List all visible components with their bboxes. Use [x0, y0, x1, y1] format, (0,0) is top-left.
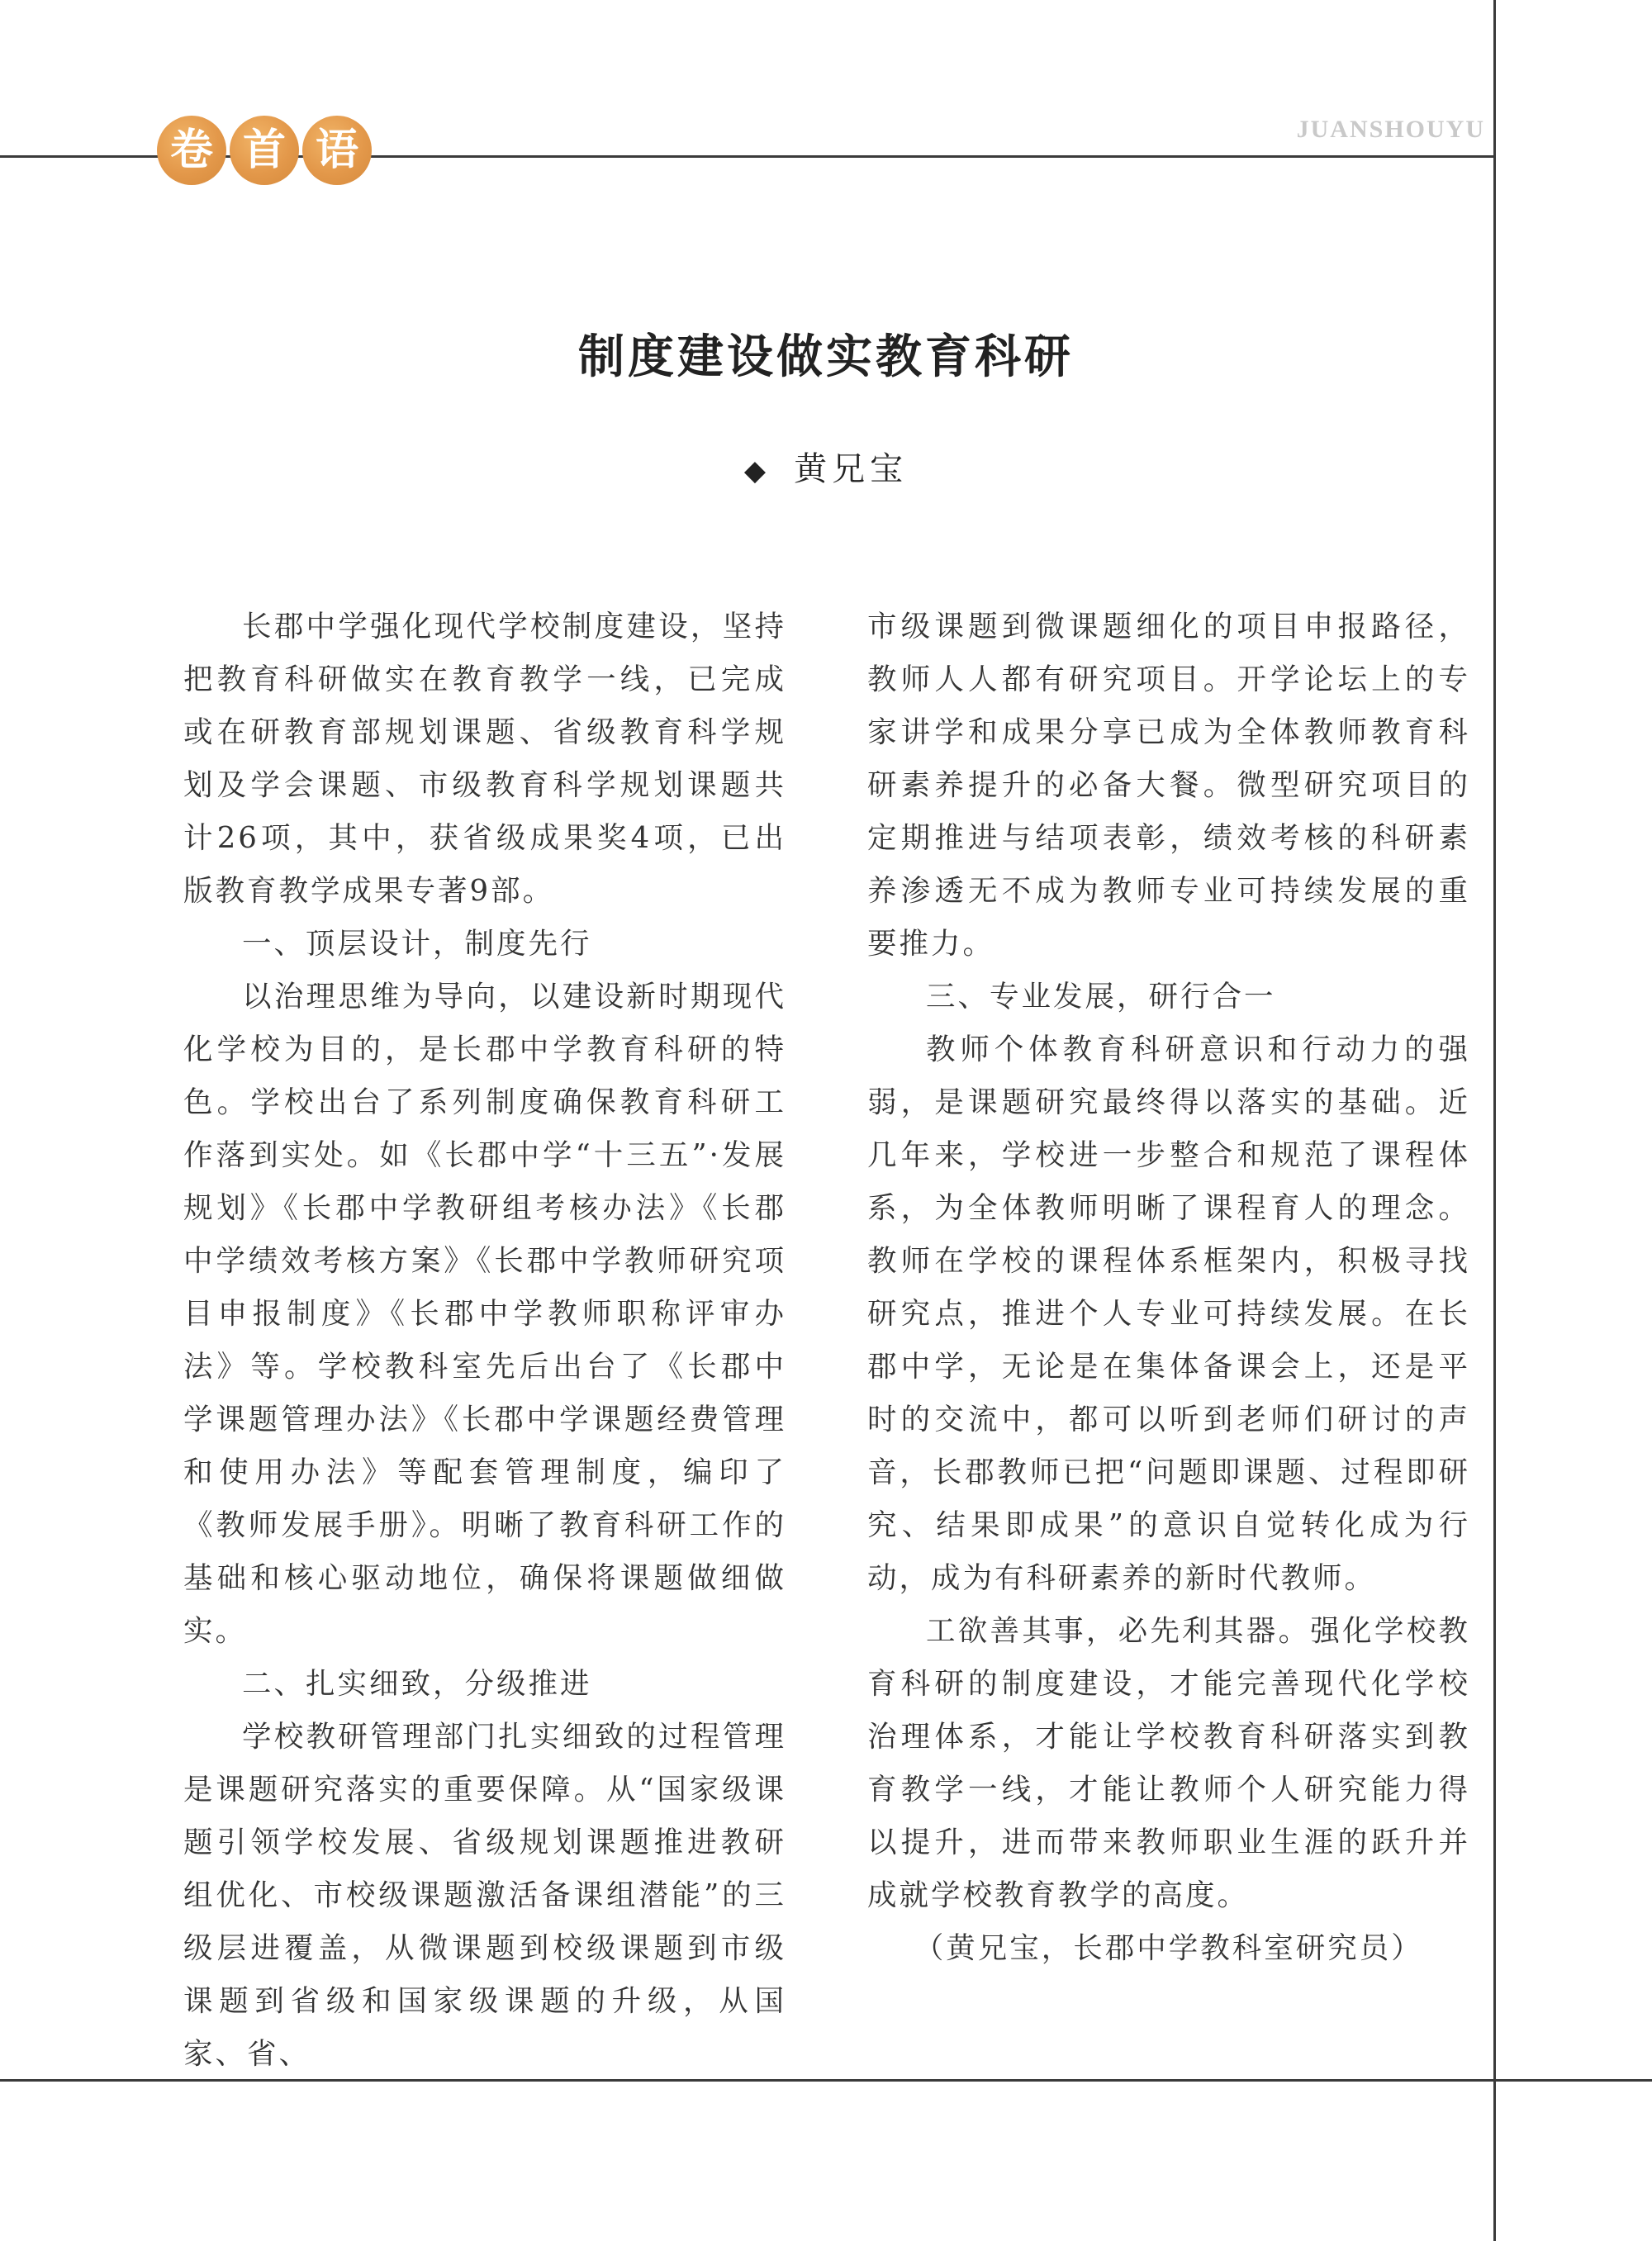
paragraph: 教师个体教育科研意识和行动力的强弱，是课题研究最终得以落实的基础。近几年来，学校进一步整合和规范了课程体系，为全体教师明晰了课程育人的理念。教师在学校的课程体系框架内，积极寻找研究点，推进个人专业可持续发展。在长郡中学，无论是在集体备课会上，还是平时的交流中，都可以听到老师们研讨的声音，长郡教师已把“问题即课题、过程即研究、结果即成果”的意识自觉转化成为行动，成为有科研素养的新时代教师。 — [867, 1033, 1470, 1595]
section-badge-char: 语 — [302, 116, 372, 185]
section-heading: 二、扎实细致，分级推进 — [242, 1667, 592, 1701]
section-badge-char: 首 — [230, 116, 299, 185]
section-heading: 一、顶层设计，制度先行 — [242, 927, 592, 961]
author-line — [0, 443, 1652, 490]
paragraph-continued: 市级课题到微课题细化的项目申报路径，教师人人都有研究项目。开学论坛上的专家讲学和成果分享已成为全体教师教育科研素养提升的必备大餐。微型研究项目的定期推进与结项表彰，绩效考核的科研素养渗透无不成为教师专业可持续发展的重要推力。 — [867, 610, 1470, 961]
paragraph: 工欲善其事，必先利其器。强化学校教育科研的制度建设，才能完善现代化学校治理体系，才能让学校教育科研落实到教育教学一线，才能让教师个人研究能力得以提升，进而带来教师职业生涯的跃升并成就学校教育教学的高度。 — [867, 1614, 1470, 1912]
section-label-english: JUANSHOUYU — [1296, 116, 1485, 143]
paragraph: 长郡中学强化现代学校制度建设，坚持把教育科研做实在教育教学一线，已完成或在研教育部规划课题、省级教育科学规划及学会课题、市级教育科学规划课题共计26项，其中，获省级成果奖4项，已出版教育教学成果专著9部。 — [183, 610, 786, 908]
left-column — [183, 601, 786, 2081]
right-column — [867, 601, 1470, 1975]
section-badge — [157, 116, 372, 185]
article-title: 制度建设做实教育科研 — [578, 330, 1074, 384]
paragraph: 以治理思维为导向，以建设新时期现代化学校为目的，是长郡中学教育科研的特色。学校出台了系列制度确保教育科研工作落到实处。如《长郡中学“十三五”·发展规划》《长郡中学教研组考核办法》《长郡中学绩效考核方案》《长郡中学教师研究项目申报制度》《长郡中学教师职称评审办法》等。学校教科室先后出台了《长郡中学课题管理办法》《长郡中学课题经费管理和使用办法》等配套管理制度，编印了《教师发展手册》。明晰了教育科研工作的基础和核心驱动地位，确保将课题做细做实。 — [183, 980, 786, 1648]
diamond-bullet-icon: ◆ — [743, 454, 771, 487]
paragraph: 学校教研管理部门扎实细致的过程管理是课题研究落实的重要保障。从“国家级课题引领学校发展、省级规划课题推进教研组优化、市校级课题激活备课组潜能”的三级层进覆盖，从微课题到校级课题到市级课题到省级和国家级课题的升级，从国家、省、 — [183, 1720, 786, 2071]
author-note: （黄兄宝，长郡中学教科室研究员） — [914, 1931, 1423, 1965]
section-heading: 三、专业发展，研行合一 — [926, 980, 1276, 1014]
section-badge-char: 卷 — [157, 116, 226, 185]
author-name: 黄兄宝 — [794, 450, 909, 488]
